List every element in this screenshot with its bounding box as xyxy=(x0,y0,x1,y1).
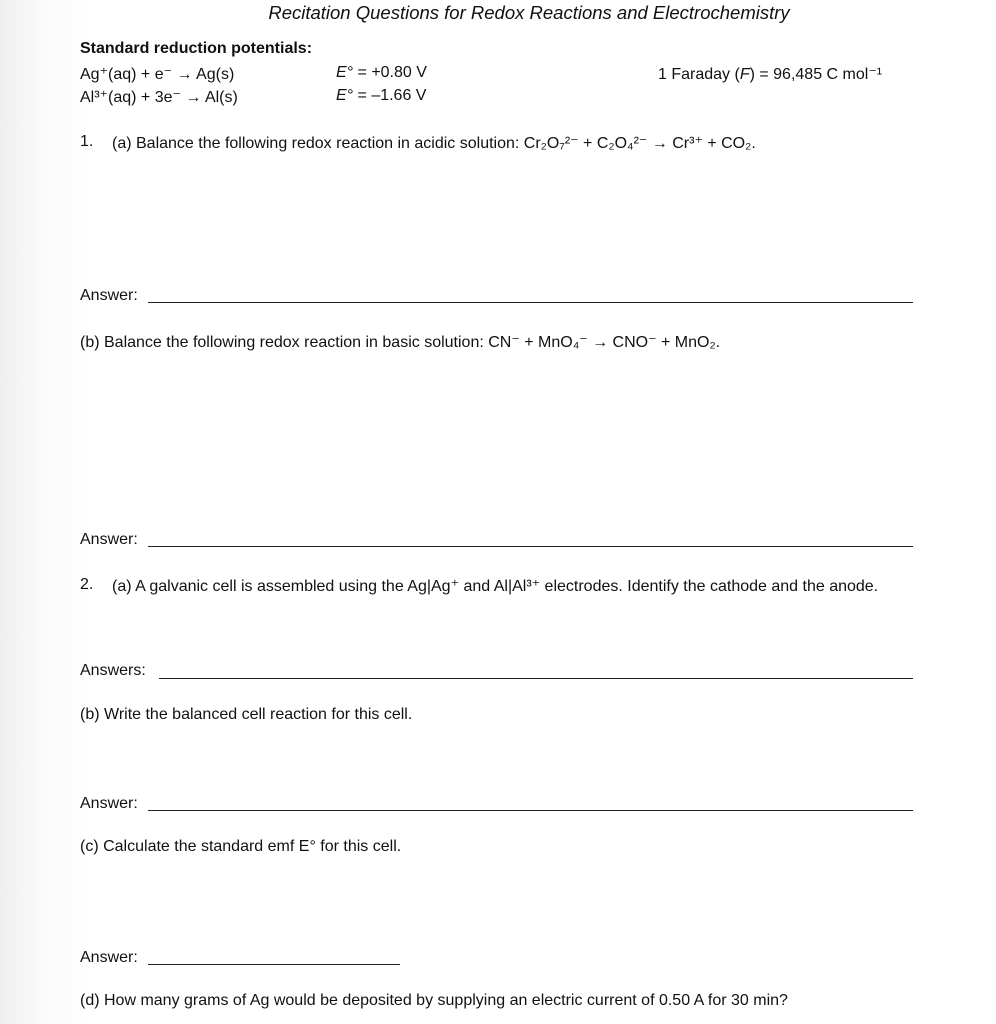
q2b-answer-label: Answer: xyxy=(80,795,138,812)
q2c-answer-label: Answer: xyxy=(80,949,138,966)
q2b-answer-line[interactable] xyxy=(148,810,913,811)
q2b-text: (b) Write the balanced cell reaction for this cell. xyxy=(80,706,413,723)
q1-number: 1. xyxy=(80,133,94,150)
page-title: Recitation Questions for Redox Reactions and Electrochemistry xyxy=(268,2,790,23)
ag-e-value: = +0.80 V xyxy=(353,64,427,81)
al-e-value: = –1.66 V xyxy=(353,87,427,104)
q1a-answer-line[interactable] xyxy=(148,302,913,303)
q1b-text: (b) Balance the following redox reaction in basic solution: CN⁻ + MnO₄⁻ → CNO⁻ + MnO₂. xyxy=(80,334,721,351)
q2-number: 2. xyxy=(80,576,94,593)
faraday-prefix: 1 Faraday ( xyxy=(658,66,740,83)
al-half-reaction: Al³⁺(aq) + 3e⁻ → Al(s) xyxy=(80,89,238,106)
ag-half-reaction: Ag⁺(aq) + e⁻ → Ag(s) xyxy=(80,66,235,83)
faraday-symbol: F xyxy=(739,66,750,83)
ag-e-label: E° xyxy=(336,64,354,81)
q2a-text: (a) A galvanic cell is assembled using the Ag|Ag⁺ and Al|Al³⁺ electrodes. Identify the cathode and the anode. xyxy=(112,578,879,595)
al-e-label: E° xyxy=(336,87,354,104)
q2a-answer-label: Answers: xyxy=(80,662,146,679)
potentials-heading: Standard reduction potentials: xyxy=(80,40,313,57)
q2c-answer-line[interactable] xyxy=(148,964,400,965)
al-potential xyxy=(336,87,426,105)
faraday-constant xyxy=(658,64,882,84)
faraday-suffix: ) = 96,485 C mol⁻¹ xyxy=(749,66,883,83)
q2c-text: (c) Calculate the standard emf E° for this cell. xyxy=(80,838,402,855)
q1a-text: (a) Balance the following redox reaction in acidic solution: Cr₂O₇²⁻ + C₂O₄²⁻ → Cr³⁺ + CO₂. xyxy=(112,135,756,152)
ag-potential xyxy=(336,64,427,82)
q1a-answer-label: Answer: xyxy=(80,287,138,304)
q1b-answer-line[interactable] xyxy=(148,546,913,547)
q2a-answer-line[interactable] xyxy=(159,678,913,679)
q1b-answer-label: Answer: xyxy=(80,531,138,548)
q2d-text: (d) How many grams of Ag would be deposited by supplying an electric current of 0.50 A for 30 min? xyxy=(80,992,788,1009)
